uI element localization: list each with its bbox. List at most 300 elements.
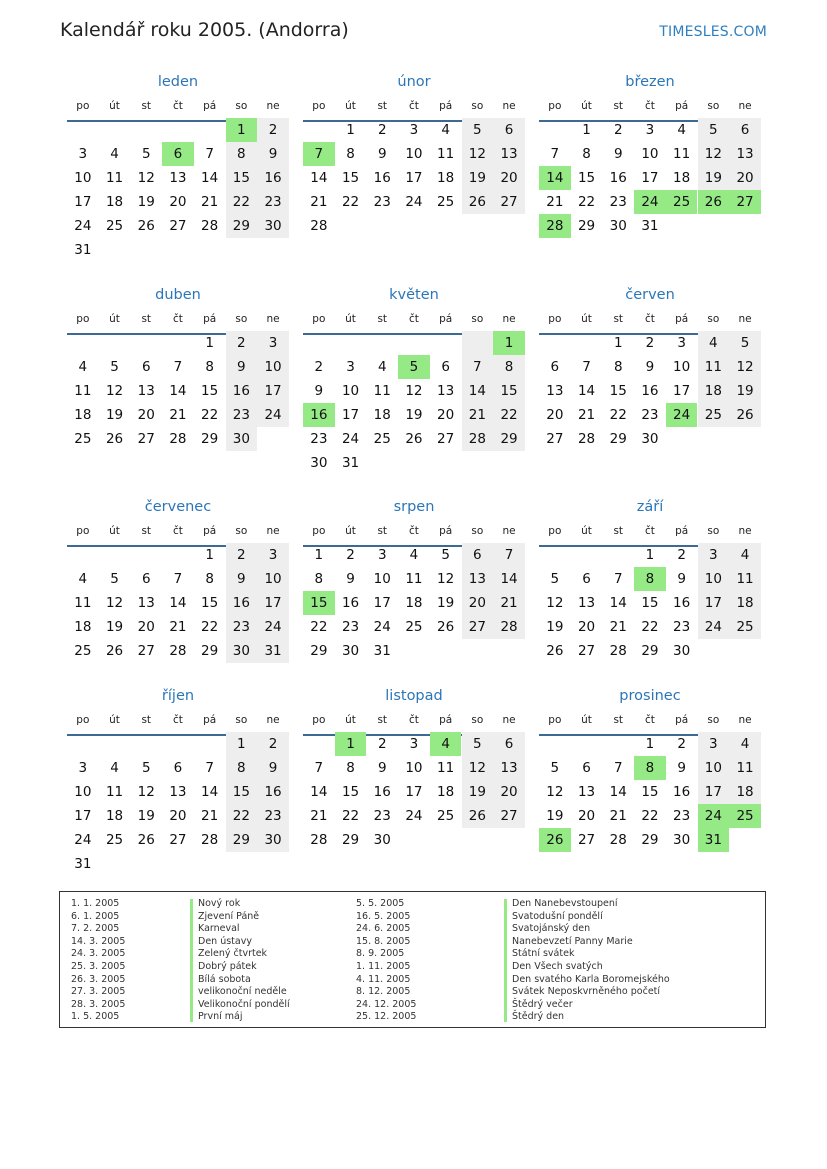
day-cell[interactable]: 16 xyxy=(264,784,282,800)
day-cell[interactable]: 14 xyxy=(609,595,627,611)
day-cell[interactable]: 16 xyxy=(373,170,391,186)
day-cell[interactable]: 10 xyxy=(641,146,659,162)
day-cell[interactable]: 6 xyxy=(504,122,514,138)
day-cell[interactable]: 4 xyxy=(78,571,88,587)
day-cell[interactable]: 28 xyxy=(609,832,627,848)
day-cell[interactable]: 18 xyxy=(437,170,455,186)
day-cell[interactable]: 13 xyxy=(500,760,518,776)
day-cell[interactable]: 4 xyxy=(110,760,119,776)
day-cell[interactable]: 12 xyxy=(105,383,124,399)
day-cell[interactable]: 21 xyxy=(169,407,187,423)
day-cell[interactable]: 21 xyxy=(609,619,627,635)
day-cell[interactable]: 12 xyxy=(546,784,564,800)
day-cell[interactable]: 25 xyxy=(105,832,124,848)
day-cell[interactable]: 12 xyxy=(137,784,155,800)
day-cell[interactable]: 11 xyxy=(673,146,691,162)
day-cell[interactable]: 16 xyxy=(609,170,627,186)
day-cell[interactable]: 2 xyxy=(677,736,686,752)
day-cell[interactable]: 16 xyxy=(264,170,282,186)
day-cell[interactable]: 10 xyxy=(673,359,691,375)
day-cell[interactable]: 10 xyxy=(74,784,92,800)
day-cell[interactable]: 13 xyxy=(169,784,187,800)
day-cell[interactable]: 31 xyxy=(704,832,722,848)
day-cell[interactable]: 21 xyxy=(201,194,219,210)
day-cell[interactable]: 23 xyxy=(373,808,391,824)
day-cell[interactable]: 1 xyxy=(237,736,246,752)
day-cell[interactable]: 7 xyxy=(205,760,214,776)
day-cell[interactable]: 16 xyxy=(341,595,360,611)
day-cell[interactable]: 12 xyxy=(105,595,124,611)
day-cell[interactable]: 17 xyxy=(264,383,282,399)
day-cell[interactable]: 6 xyxy=(173,146,183,162)
day-cell[interactable]: 19 xyxy=(105,619,124,635)
day-cell[interactable]: 25 xyxy=(405,619,423,635)
day-cell[interactable]: 1 xyxy=(582,122,591,138)
day-cell[interactable]: 10 xyxy=(264,359,282,375)
day-cell[interactable]: 23 xyxy=(673,619,691,635)
day-cell[interactable]: 17 xyxy=(74,194,92,210)
day-cell[interactable]: 27 xyxy=(468,619,486,635)
day-cell[interactable]: 14 xyxy=(310,784,328,800)
day-cell[interactable]: 6 xyxy=(173,760,183,776)
day-cell[interactable]: 20 xyxy=(169,808,187,824)
day-cell[interactable]: 9 xyxy=(237,571,246,587)
day-cell[interactable]: 28 xyxy=(468,431,486,447)
day-cell[interactable]: 7 xyxy=(205,146,214,162)
day-cell[interactable]: 1 xyxy=(645,547,655,563)
day-cell[interactable]: 13 xyxy=(577,595,596,611)
day-cell[interactable]: 31 xyxy=(641,218,659,234)
day-cell[interactable]: 19 xyxy=(405,407,423,423)
day-cell[interactable]: 20 xyxy=(169,194,187,210)
day-cell[interactable]: 27 xyxy=(169,218,187,234)
day-cell[interactable]: 30 xyxy=(373,832,391,848)
day-cell[interactable]: 1 xyxy=(645,736,655,752)
day-cell[interactable]: 25 xyxy=(105,218,124,234)
day-cell[interactable]: 28 xyxy=(577,431,596,447)
day-cell[interactable]: 30 xyxy=(609,218,627,234)
day-cell[interactable]: 14 xyxy=(169,595,187,611)
day-cell[interactable]: 5 xyxy=(110,571,119,587)
day-cell[interactable]: 5 xyxy=(473,736,482,752)
day-cell[interactable]: 7 xyxy=(550,146,560,162)
day-cell[interactable]: 27 xyxy=(577,643,596,659)
day-cell[interactable]: 14 xyxy=(201,170,219,186)
day-cell[interactable]: 11 xyxy=(105,784,124,800)
day-cell[interactable]: 25 xyxy=(437,194,455,210)
day-cell[interactable]: 27 xyxy=(577,832,596,848)
day-cell[interactable]: 12 xyxy=(137,170,155,186)
day-cell[interactable]: 19 xyxy=(137,808,155,824)
day-cell[interactable]: 22 xyxy=(500,407,518,423)
day-cell[interactable]: 15 xyxy=(641,784,659,800)
day-cell[interactable]: 26 xyxy=(105,643,124,659)
day-cell[interactable]: 6 xyxy=(582,760,591,776)
day-cell[interactable]: 23 xyxy=(673,808,691,824)
day-cell[interactable]: 11 xyxy=(105,170,124,186)
day-cell[interactable]: 31 xyxy=(74,856,92,872)
day-cell[interactable]: 21 xyxy=(169,619,187,635)
day-cell[interactable]: 23 xyxy=(232,619,250,635)
day-cell[interactable]: 7 xyxy=(504,547,514,563)
day-cell[interactable]: 30 xyxy=(232,643,250,659)
day-cell[interactable]: 16 xyxy=(232,595,250,611)
day-cell[interactable]: 6 xyxy=(504,736,514,752)
day-cell[interactable]: 11 xyxy=(373,383,391,399)
day-cell[interactable]: 13 xyxy=(546,383,564,399)
day-cell[interactable]: 11 xyxy=(736,571,754,587)
day-cell[interactable]: 27 xyxy=(169,832,187,848)
day-cell[interactable]: 21 xyxy=(201,808,219,824)
day-cell[interactable]: 20 xyxy=(736,170,754,186)
day-cell[interactable]: 9 xyxy=(613,146,623,162)
day-cell[interactable]: 26 xyxy=(546,832,564,848)
day-cell[interactable]: 2 xyxy=(237,335,246,351)
day-cell[interactable]: 24 xyxy=(341,431,360,447)
day-cell[interactable]: 25 xyxy=(437,808,455,824)
day-cell[interactable]: 2 xyxy=(613,122,623,138)
day-cell[interactable]: 13 xyxy=(437,383,455,399)
day-cell[interactable]: 28 xyxy=(169,643,187,659)
day-cell[interactable]: 26 xyxy=(437,619,455,635)
day-cell[interactable]: 24 xyxy=(673,407,691,423)
day-cell[interactable]: 4 xyxy=(441,736,450,752)
day-cell[interactable]: 14 xyxy=(500,571,518,587)
day-cell[interactable]: 23 xyxy=(341,619,360,635)
day-cell[interactable]: 17 xyxy=(74,808,92,824)
day-cell[interactable]: 4 xyxy=(78,359,88,375)
day-cell[interactable]: 4 xyxy=(110,146,119,162)
day-cell[interactable]: 25 xyxy=(673,194,691,210)
day-cell[interactable]: 3 xyxy=(268,547,278,563)
day-cell[interactable]: 27 xyxy=(736,194,754,210)
day-cell[interactable]: 2 xyxy=(677,547,686,563)
day-cell[interactable]: 18 xyxy=(736,784,754,800)
day-cell[interactable]: 3 xyxy=(677,335,686,351)
day-cell[interactable]: 25 xyxy=(736,619,754,635)
day-cell[interactable]: 22 xyxy=(232,194,250,210)
day-cell[interactable]: 3 xyxy=(645,122,655,138)
day-cell[interactable]: 24 xyxy=(704,808,722,824)
day-cell[interactable]: 4 xyxy=(740,736,750,752)
day-cell[interactable]: 16 xyxy=(373,784,391,800)
day-cell[interactable]: 25 xyxy=(74,431,92,447)
day-cell[interactable]: 16 xyxy=(641,383,659,399)
day-cell[interactable]: 21 xyxy=(310,194,328,210)
day-cell[interactable]: 30 xyxy=(264,832,282,848)
day-cell[interactable]: 8 xyxy=(314,571,324,587)
day-cell[interactable]: 23 xyxy=(232,407,250,423)
day-cell[interactable]: 11 xyxy=(704,359,722,375)
day-cell[interactable]: 14 xyxy=(310,170,328,186)
day-cell[interactable]: 18 xyxy=(105,194,124,210)
day-cell[interactable]: 10 xyxy=(373,571,391,587)
day-cell[interactable]: 13 xyxy=(169,170,187,186)
day-cell[interactable]: 5 xyxy=(550,760,560,776)
day-cell[interactable]: 19 xyxy=(468,170,486,186)
day-cell[interactable]: 9 xyxy=(377,146,387,162)
day-cell[interactable]: 23 xyxy=(609,194,627,210)
day-cell[interactable]: 13 xyxy=(577,784,596,800)
day-cell[interactable]: 20 xyxy=(468,595,486,611)
day-cell[interactable]: 9 xyxy=(377,760,387,776)
day-cell[interactable]: 24 xyxy=(74,832,92,848)
day-cell[interactable]: 22 xyxy=(341,194,360,210)
day-cell[interactable]: 3 xyxy=(709,736,718,752)
day-cell[interactable]: 13 xyxy=(736,146,754,162)
day-cell[interactable]: 29 xyxy=(310,643,328,659)
day-cell[interactable]: 20 xyxy=(577,619,596,635)
day-cell[interactable]: 8 xyxy=(504,359,514,375)
day-cell[interactable]: 5 xyxy=(441,547,450,563)
day-cell[interactable]: 19 xyxy=(546,619,564,635)
day-cell[interactable]: 3 xyxy=(346,359,355,375)
day-cell[interactable]: 1 xyxy=(314,547,324,563)
day-cell[interactable]: 11 xyxy=(736,760,754,776)
day-cell[interactable]: 26 xyxy=(405,431,423,447)
day-cell[interactable]: 5 xyxy=(409,359,419,375)
day-cell[interactable]: 17 xyxy=(405,170,423,186)
day-cell[interactable]: 20 xyxy=(500,170,518,186)
day-cell[interactable]: 28 xyxy=(169,431,187,447)
day-cell[interactable]: 9 xyxy=(677,760,686,776)
day-cell[interactable]: 1 xyxy=(205,335,214,351)
day-cell[interactable]: 4 xyxy=(740,547,750,563)
site-brand-link[interactable]: TIMESLES.COM xyxy=(659,24,767,40)
day-cell[interactable]: 8 xyxy=(346,760,355,776)
day-cell[interactable]: 2 xyxy=(346,547,355,563)
day-cell[interactable]: 19 xyxy=(704,170,722,186)
day-cell[interactable]: 30 xyxy=(673,643,691,659)
day-cell[interactable]: 12 xyxy=(736,359,754,375)
day-cell[interactable]: 2 xyxy=(314,359,324,375)
day-cell[interactable]: 26 xyxy=(105,431,124,447)
day-cell[interactable]: 29 xyxy=(201,643,219,659)
day-cell[interactable]: 27 xyxy=(500,808,518,824)
day-cell[interactable]: 1 xyxy=(613,335,623,351)
day-cell[interactable]: 2 xyxy=(377,736,387,752)
day-cell[interactable]: 6 xyxy=(473,547,482,563)
day-cell[interactable]: 14 xyxy=(169,383,187,399)
day-cell[interactable]: 8 xyxy=(613,359,623,375)
day-cell[interactable]: 20 xyxy=(137,619,155,635)
day-cell[interactable]: 24 xyxy=(373,619,391,635)
day-cell[interactable]: 28 xyxy=(609,643,627,659)
day-cell[interactable]: 11 xyxy=(74,383,92,399)
day-cell[interactable]: 22 xyxy=(641,619,659,635)
day-cell[interactable]: 15 xyxy=(641,595,659,611)
day-cell[interactable]: 29 xyxy=(577,218,596,234)
day-cell[interactable]: 7 xyxy=(613,760,623,776)
day-cell[interactable]: 26 xyxy=(468,194,486,210)
day-cell[interactable]: 24 xyxy=(264,619,282,635)
day-cell[interactable]: 29 xyxy=(341,832,360,848)
day-cell[interactable]: 8 xyxy=(205,571,214,587)
day-cell[interactable]: 3 xyxy=(377,547,387,563)
day-cell[interactable]: 2 xyxy=(237,547,246,563)
day-cell[interactable]: 17 xyxy=(704,595,722,611)
day-cell[interactable]: 29 xyxy=(609,431,627,447)
day-cell[interactable]: 16 xyxy=(310,407,328,423)
day-cell[interactable]: 5 xyxy=(141,146,151,162)
day-cell[interactable]: 22 xyxy=(232,808,250,824)
day-cell[interactable]: 18 xyxy=(704,383,722,399)
day-cell[interactable]: 20 xyxy=(577,808,596,824)
day-cell[interactable]: 10 xyxy=(74,170,92,186)
day-cell[interactable]: 9 xyxy=(268,146,278,162)
day-cell[interactable]: 1 xyxy=(504,335,514,351)
day-cell[interactable]: 18 xyxy=(405,595,423,611)
day-cell[interactable]: 26 xyxy=(137,218,155,234)
day-cell[interactable]: 24 xyxy=(641,194,659,210)
day-cell[interactable]: 14 xyxy=(546,170,564,186)
day-cell[interactable]: 1 xyxy=(205,547,214,563)
day-cell[interactable]: 31 xyxy=(264,643,282,659)
day-cell[interactable]: 6 xyxy=(550,359,560,375)
day-cell[interactable]: 19 xyxy=(105,407,124,423)
day-cell[interactable]: 5 xyxy=(141,760,151,776)
day-cell[interactable]: 5 xyxy=(473,122,482,138)
day-cell[interactable]: 30 xyxy=(673,832,691,848)
day-cell[interactable]: 21 xyxy=(577,407,596,423)
day-cell[interactable]: 9 xyxy=(677,571,686,587)
day-cell[interactable]: 18 xyxy=(105,808,124,824)
day-cell[interactable]: 4 xyxy=(409,547,419,563)
day-cell[interactable]: 18 xyxy=(736,595,754,611)
day-cell[interactable]: 15 xyxy=(201,383,219,399)
day-cell[interactable]: 15 xyxy=(310,595,328,611)
day-cell[interactable]: 31 xyxy=(373,643,391,659)
day-cell[interactable]: 15 xyxy=(577,170,596,186)
day-cell[interactable]: 12 xyxy=(468,760,486,776)
day-cell[interactable]: 7 xyxy=(314,146,324,162)
day-cell[interactable]: 2 xyxy=(377,122,387,138)
day-cell[interactable]: 16 xyxy=(673,595,691,611)
day-cell[interactable]: 30 xyxy=(264,218,282,234)
day-cell[interactable]: 2 xyxy=(645,335,655,351)
day-cell[interactable]: 2 xyxy=(268,736,278,752)
day-cell[interactable]: 15 xyxy=(341,170,360,186)
day-cell[interactable]: 17 xyxy=(704,784,722,800)
day-cell[interactable]: 25 xyxy=(373,431,391,447)
day-cell[interactable]: 29 xyxy=(232,832,250,848)
day-cell[interactable]: 17 xyxy=(341,407,360,423)
day-cell[interactable]: 19 xyxy=(468,784,486,800)
day-cell[interactable]: 27 xyxy=(137,643,155,659)
day-cell[interactable]: 28 xyxy=(201,218,219,234)
day-cell[interactable]: 20 xyxy=(546,407,564,423)
day-cell[interactable]: 13 xyxy=(468,571,486,587)
day-cell[interactable]: 8 xyxy=(582,146,591,162)
day-cell[interactable]: 15 xyxy=(500,383,518,399)
day-cell[interactable]: 7 xyxy=(582,359,591,375)
day-cell[interactable]: 9 xyxy=(268,760,278,776)
day-cell[interactable]: 15 xyxy=(232,170,250,186)
day-cell[interactable]: 29 xyxy=(500,431,518,447)
day-cell[interactable]: 27 xyxy=(137,431,155,447)
day-cell[interactable]: 3 xyxy=(409,122,419,138)
day-cell[interactable]: 14 xyxy=(609,784,627,800)
day-cell[interactable]: 24 xyxy=(704,619,722,635)
day-cell[interactable]: 13 xyxy=(500,146,518,162)
day-cell[interactable]: 14 xyxy=(201,784,219,800)
day-cell[interactable]: 6 xyxy=(141,359,151,375)
day-cell[interactable]: 29 xyxy=(201,431,219,447)
day-cell[interactable]: 3 xyxy=(78,760,88,776)
day-cell[interactable]: 22 xyxy=(341,808,360,824)
day-cell[interactable]: 6 xyxy=(441,359,450,375)
day-cell[interactable]: 15 xyxy=(609,383,627,399)
day-cell[interactable]: 24 xyxy=(264,407,282,423)
day-cell[interactable]: 9 xyxy=(346,571,355,587)
day-cell[interactable]: 22 xyxy=(609,407,627,423)
day-cell[interactable]: 8 xyxy=(645,760,655,776)
day-cell[interactable]: 19 xyxy=(437,595,455,611)
day-cell[interactable]: 20 xyxy=(500,784,518,800)
day-cell[interactable]: 20 xyxy=(437,407,455,423)
day-cell[interactable]: 8 xyxy=(237,760,246,776)
day-cell[interactable]: 22 xyxy=(310,619,328,635)
day-cell[interactable]: 29 xyxy=(641,832,659,848)
day-cell[interactable]: 8 xyxy=(645,571,655,587)
day-cell[interactable]: 13 xyxy=(137,595,155,611)
day-cell[interactable]: 14 xyxy=(468,383,486,399)
day-cell[interactable]: 6 xyxy=(740,122,750,138)
day-cell[interactable]: 30 xyxy=(341,643,360,659)
day-cell[interactable]: 11 xyxy=(437,760,455,776)
day-cell[interactable]: 14 xyxy=(577,383,596,399)
day-cell[interactable]: 3 xyxy=(709,547,718,563)
day-cell[interactable]: 7 xyxy=(473,359,482,375)
day-cell[interactable]: 28 xyxy=(201,832,219,848)
day-cell[interactable]: 28 xyxy=(500,619,518,635)
day-cell[interactable]: 29 xyxy=(232,218,250,234)
day-cell[interactable]: 17 xyxy=(673,383,691,399)
day-cell[interactable]: 25 xyxy=(704,407,722,423)
day-cell[interactable]: 7 xyxy=(173,359,183,375)
day-cell[interactable]: 22 xyxy=(577,194,596,210)
day-cell[interactable]: 21 xyxy=(310,808,328,824)
day-cell[interactable]: 10 xyxy=(405,146,423,162)
day-cell[interactable]: 20 xyxy=(137,407,155,423)
day-cell[interactable]: 30 xyxy=(310,455,328,471)
day-cell[interactable]: 25 xyxy=(736,808,754,824)
day-cell[interactable]: 17 xyxy=(373,595,391,611)
day-cell[interactable]: 28 xyxy=(310,832,328,848)
day-cell[interactable]: 12 xyxy=(468,146,486,162)
day-cell[interactable]: 15 xyxy=(341,784,360,800)
day-cell[interactable]: 11 xyxy=(437,146,455,162)
day-cell[interactable]: 21 xyxy=(500,595,518,611)
day-cell[interactable]: 24 xyxy=(405,194,423,210)
day-cell[interactable]: 6 xyxy=(582,571,591,587)
day-cell[interactable]: 1 xyxy=(237,122,246,138)
day-cell[interactable]: 28 xyxy=(546,218,564,234)
day-cell[interactable]: 19 xyxy=(736,383,754,399)
day-cell[interactable]: 1 xyxy=(346,736,355,752)
day-cell[interactable]: 3 xyxy=(268,335,278,351)
day-cell[interactable]: 4 xyxy=(441,122,450,138)
day-cell[interactable]: 10 xyxy=(704,571,722,587)
day-cell[interactable]: 18 xyxy=(74,407,92,423)
day-cell[interactable]: 1 xyxy=(346,122,355,138)
day-cell[interactable]: 10 xyxy=(341,383,360,399)
day-cell[interactable]: 5 xyxy=(110,359,119,375)
day-cell[interactable]: 23 xyxy=(641,407,659,423)
day-cell[interactable]: 17 xyxy=(641,170,659,186)
day-cell[interactable]: 7 xyxy=(613,571,623,587)
day-cell[interactable]: 22 xyxy=(641,808,659,824)
